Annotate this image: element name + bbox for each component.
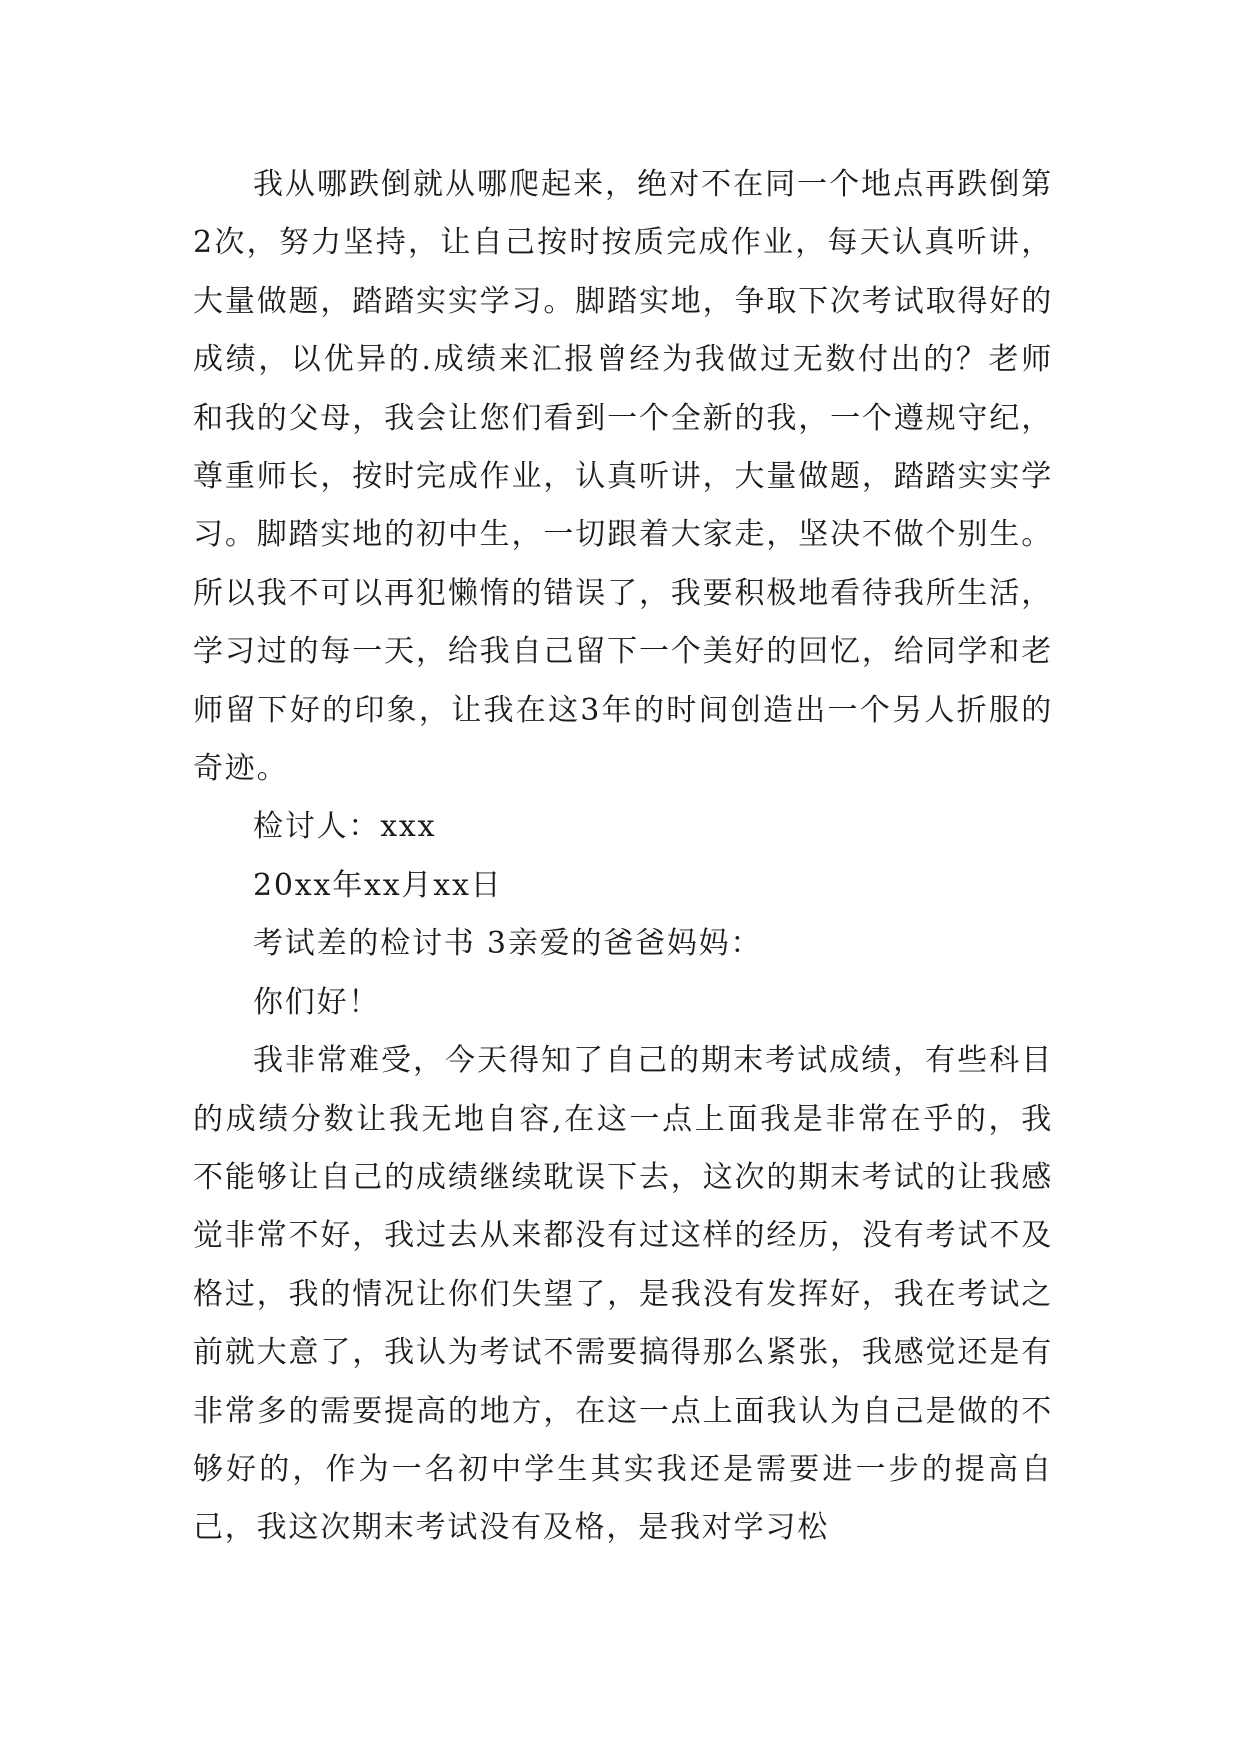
paragraph-1: 我从哪跌倒就从哪爬起来，绝对不在同一个地点再跌倒第2次，努力坚持，让自己按时按质完成作业，每天认真听讲，大量做题，踏踏实实学习。脚踏实地，争取下次考试取得好的成绩，以优异的.成绩来汇报曾经为我做过无数付出的？老师和我的父母，我会让您们看到一个全新的我，一个遵规守纪，尊重师长，按时完成作业，认真听讲，大量做题，踏踏实实学习。脚踏实地的初中生，一切跟着大家走，坚决不做个别生。所以我不可以再犯懒惰的错误了，我要积极地看待我所生活，学习过的每一天，给我自己留下一个美好的回忆，给同学和老师留下好的印象，让我在这3年的时间创造出一个另人折服的奇迹。: [193, 167, 1053, 787]
document-body: [193, 156, 1053, 1558]
date-line: 20xx年xx月xx日: [253, 867, 503, 903]
paragraph-2: 我非常难受，今天得知了自己的期末考试成绩，有些科目的成绩分数让我无地自容,在这一点上面我是非常在乎的，我不能够让自己的成绩继续耽误下去，这次的期末考试的让我感觉非常不好，我过去从来都没有过这样的经历，没有考试不及格过，我的情况让你们失望了，是我没有发挥好，我在考试之前就大意了，我认为考试不需要搞得那么紧张，我感觉还是有非常多的需要提高的地方，在这一点上面我认为自己是做的不够好的，作为一名初中学生其实我还是需要进一步的提高自己，我这次期末考试没有及格，是我对学习松: [193, 1043, 1053, 1546]
greeting-line: 你们好！: [253, 984, 381, 1020]
letter-heading: 考试差的检讨书 3亲爱的爸爸妈妈：: [253, 926, 763, 962]
signature-line: 检讨人：xxx: [253, 809, 437, 845]
